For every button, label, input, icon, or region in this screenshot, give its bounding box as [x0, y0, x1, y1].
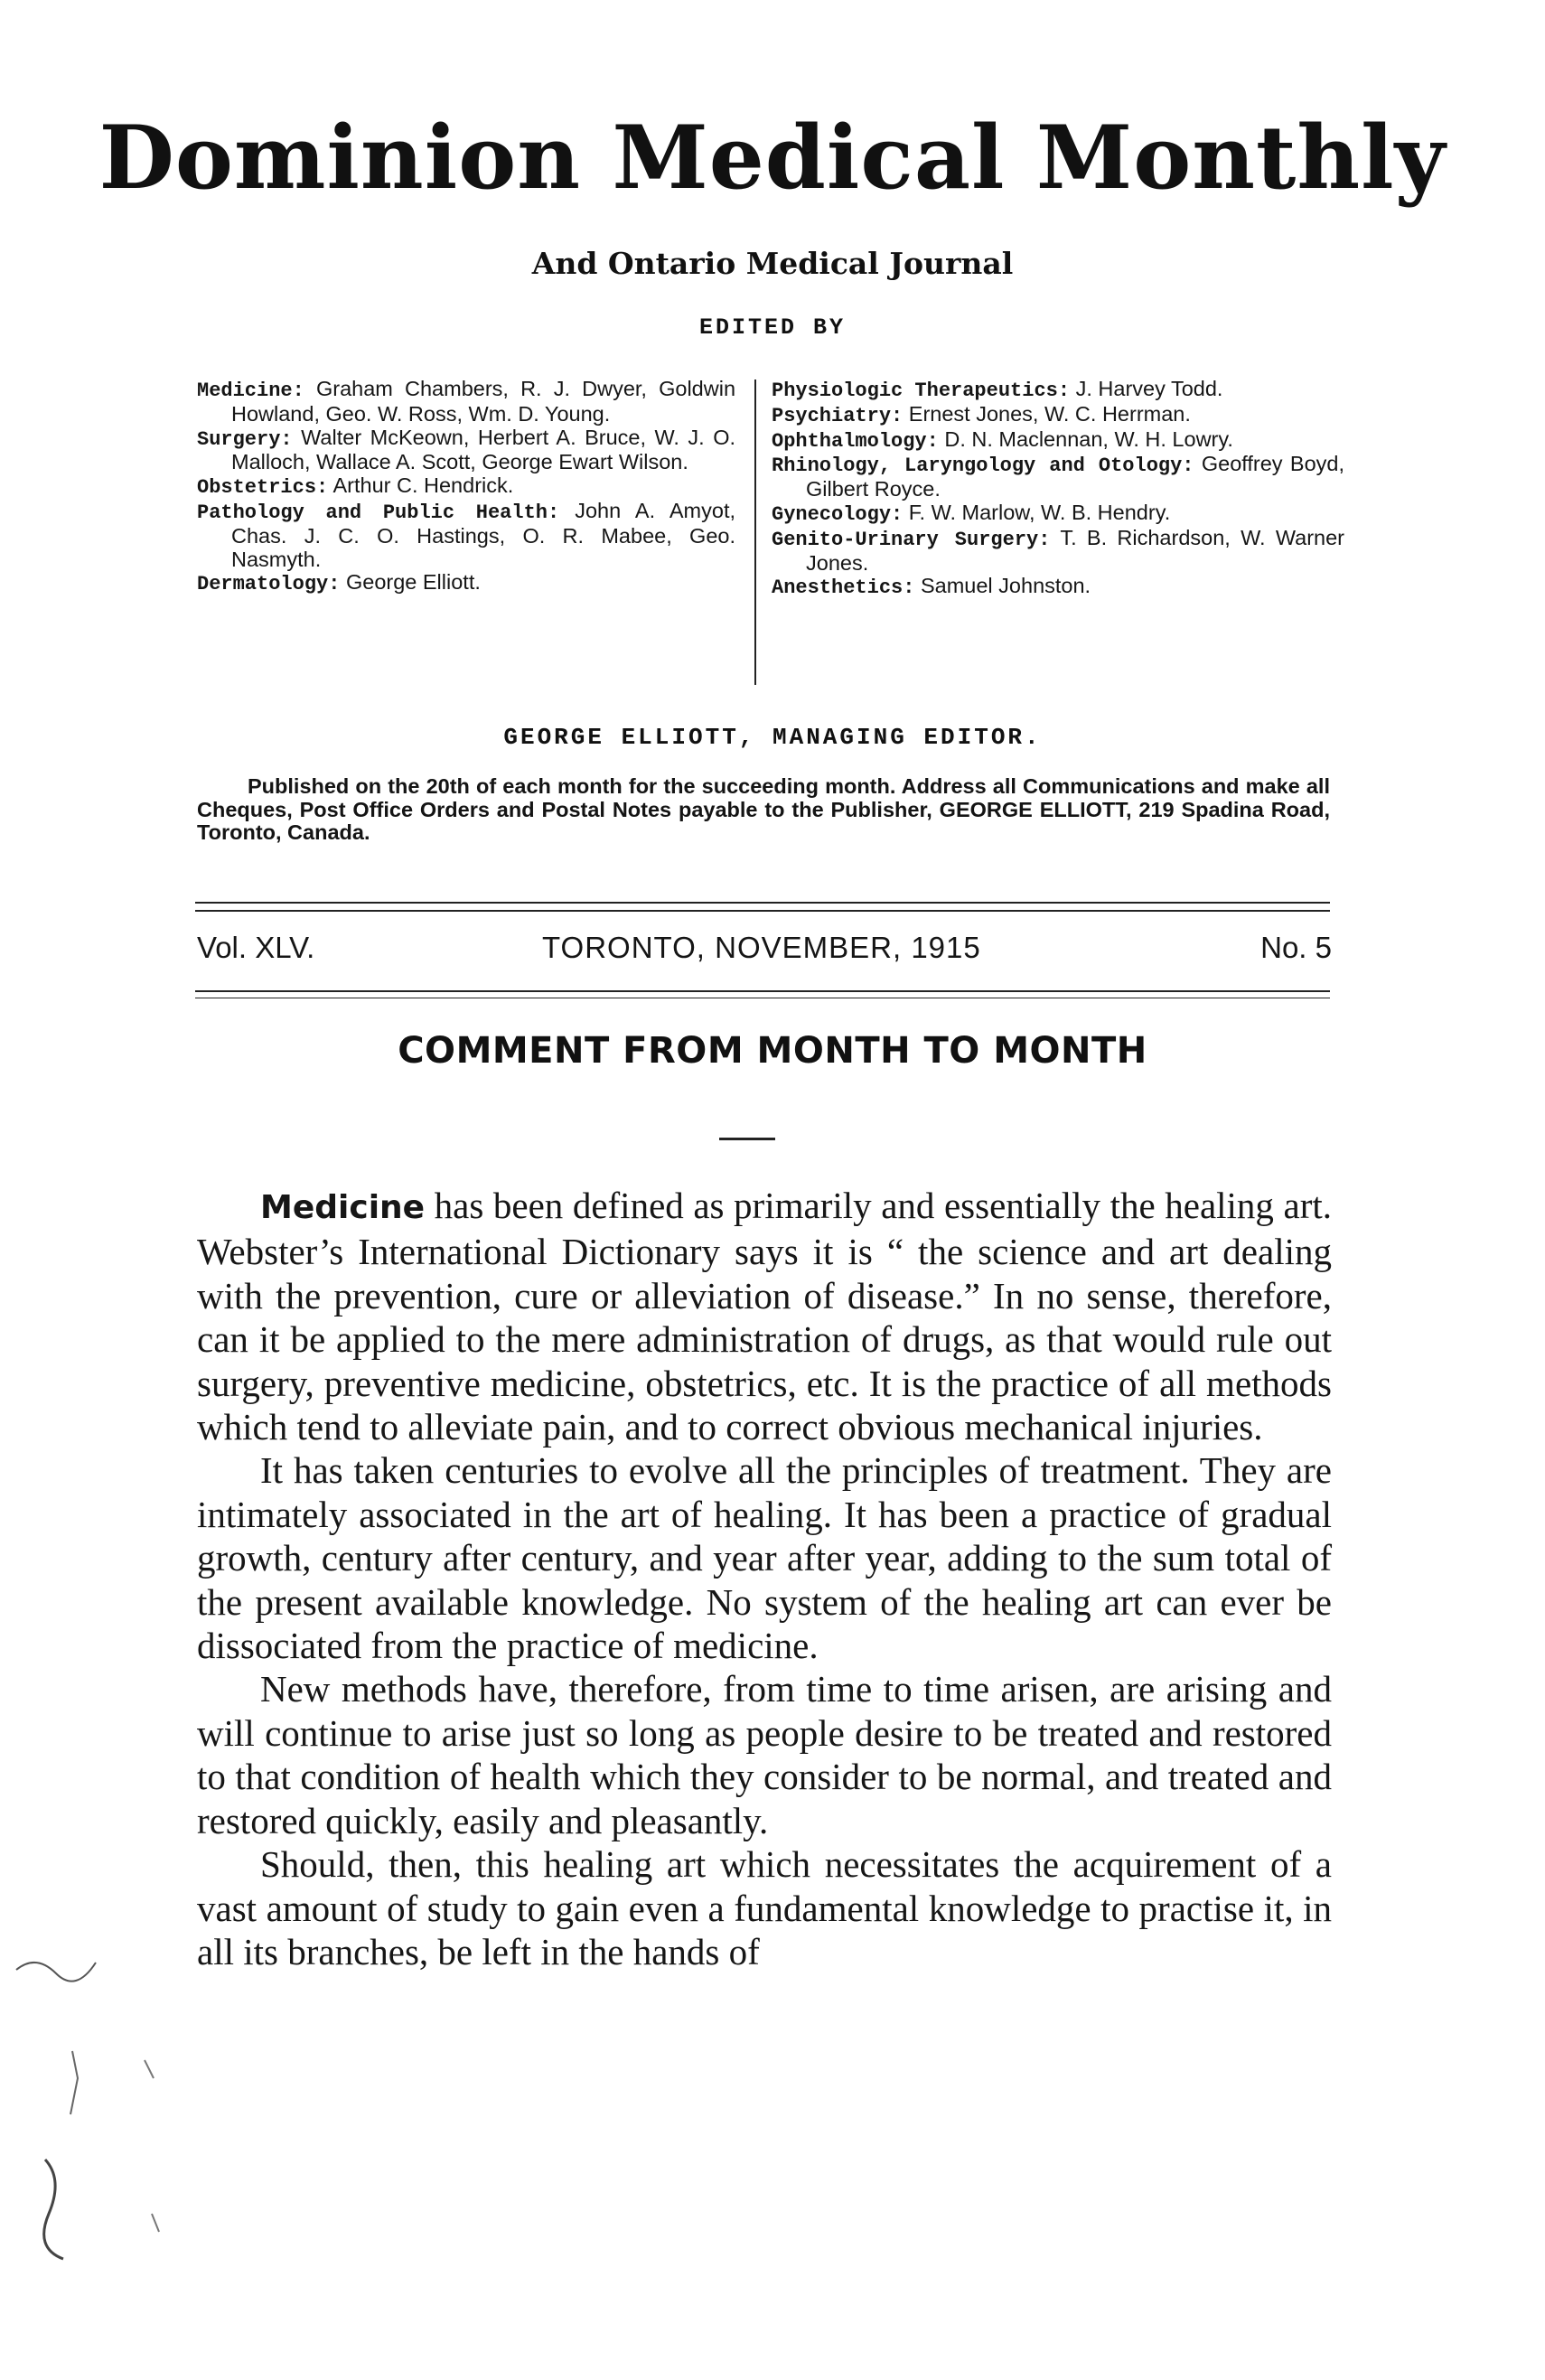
managing-editor: GEORGE ELLIOTT, MANAGING EDITOR.	[503, 724, 1042, 751]
editor-specialty: Surgery:	[197, 427, 293, 451]
editor-names: George Elliott.	[345, 570, 481, 595]
editor-entry	[772, 527, 1344, 576]
editor-entry	[197, 426, 735, 475]
editor-specialty: Rhinology, Laryngology and Otology:	[772, 454, 1194, 478]
editor-names: Ernest Jones, W. C. Herrman.	[908, 401, 1191, 426]
issue-volume: Vol. XLV.	[197, 931, 315, 964]
editor-names: Arthur C. Hendrick.	[332, 473, 514, 498]
editor-entry	[772, 403, 1344, 428]
editor-names: Geoffrey Boyd, Gilbert Royce.	[806, 452, 1344, 501]
editors-right-column	[772, 378, 1344, 600]
column-divider	[754, 379, 756, 685]
editor-entry	[772, 575, 1344, 600]
journal-title: Dominion Medical Monthly	[98, 107, 1447, 209]
issue-rule-top-inner	[195, 910, 1330, 912]
editorial-board	[197, 378, 1344, 690]
editor-specialty: Medicine:	[197, 379, 304, 402]
editor-entry	[772, 453, 1344, 501]
editor-names: Samuel Johnston.	[920, 574, 1091, 598]
editor-names: John A. Amyot, Chas. J. C. O. Hastings, O. R. Mabee, Geo. Nasmyth.	[231, 498, 735, 571]
editor-specialty: Genito-Urinary Surgery:	[772, 528, 1051, 551]
article-paragraph: New methods have, therefore, from time to time arisen, are arising and will continue to arise just so long as people desire to be treated and restored to that condition of health which they consider to be normal, and treated and restored quickly, easily and pleasantly.	[197, 1668, 1332, 1841]
editor-names: F. W. Marlow, W. B. Hendry.	[908, 500, 1171, 524]
issue-rule-bottom	[195, 990, 1330, 992]
issue-line	[197, 931, 1332, 970]
paragraph-text: has been defined as primarily and essentially the healing art. Webster’s International Dictionary says it is “ the science and art dealing with the prevention, cure or alleviation of disease.” In no sense, therefore, can it be applied to the mere administration of drugs, as that would rule out surgery, preventive medicine, obstetrics, etc. It is the practice of all methods which tend to alleviate pain, and to correct obvious mechanical injuries.	[197, 1185, 1332, 1448]
editor-specialty: Pathology and Public Health:	[197, 501, 560, 524]
article-paragraph	[197, 1184, 1332, 1448]
editor-specialty: Psychiatry:	[772, 404, 904, 427]
editor-entry	[772, 428, 1344, 454]
article-body	[197, 1184, 1332, 1973]
editor-names: T. B. Richardson, W. Warner Jones.	[806, 525, 1345, 575]
editor-specialty: Dermatology:	[197, 573, 341, 596]
issue-place-date: TORONTO, NOVEMBER, 1915	[542, 931, 981, 964]
editor-specialty: Physiologic Therapeutics:	[772, 379, 1071, 402]
editor-specialty: Gynecology:	[772, 502, 904, 526]
issue-number: No. 5	[1260, 931, 1332, 964]
editor-entry	[197, 378, 735, 426]
editor-names: J. Harvey Todd.	[1075, 377, 1223, 400]
journal-subtitle: And Ontario Medical Journal	[531, 246, 1014, 281]
edited-by-label: EDITED BY	[698, 314, 847, 341]
editor-entry	[197, 500, 735, 571]
lead-word: Medicine	[260, 1189, 426, 1226]
article-heading: COMMENT FROM MONTH TO MONTH	[398, 1030, 1147, 1072]
editor-entry	[772, 501, 1344, 527]
editor-names: Graham Chambers, R. J. Dwyer, Goldwin Howland, Geo. W. Ross, Wm. D. Young.	[231, 377, 736, 426]
editor-entry	[197, 571, 735, 596]
margin-ink-mark	[9, 1943, 172, 2286]
editor-specialty: Ophthalmology:	[772, 429, 939, 453]
editor-specialty: Obstetrics:	[197, 476, 329, 500]
editor-names: Walter McKeown, Herbert A. Bruce, W. J. O. Malloch, Wallace A. Scott, George Ewart Wilson.	[231, 425, 735, 474]
editor-entry	[772, 378, 1344, 403]
editor-names: D. N. Maclennan, W. H. Lowry.	[944, 426, 1233, 451]
editors-left-column	[197, 378, 735, 596]
editor-entry	[197, 474, 735, 500]
article-paragraph: Should, then, this healing art which necessitates the acquirement of a vast amount of study to gain even a fundamental knowledge to practise it, in all its branches, be left in the hands of	[197, 1843, 1332, 1972]
issue-rule-top	[195, 902, 1330, 904]
article-paragraph: It has taken centuries to evolve all the principles of treatment. They are intimately associated in the art of healing. It has been a practice of gradual growth, century after century, and year after year, adding to the sum total of the present available knowledge. No system of the healing art can ever be dissociated from the practice of medicine.	[197, 1449, 1332, 1667]
editor-specialty: Anesthetics:	[772, 576, 915, 600]
publication-note: Published on the 20th of each month for the succeeding month. Address all Communications and make all Cheques, Post Office Orders and Postal Notes payable to the Publisher, GEORGE ELLIOTT, 219 Spadina Road, Toronto, Canada.	[197, 774, 1330, 844]
heading-rule	[719, 1138, 775, 1140]
